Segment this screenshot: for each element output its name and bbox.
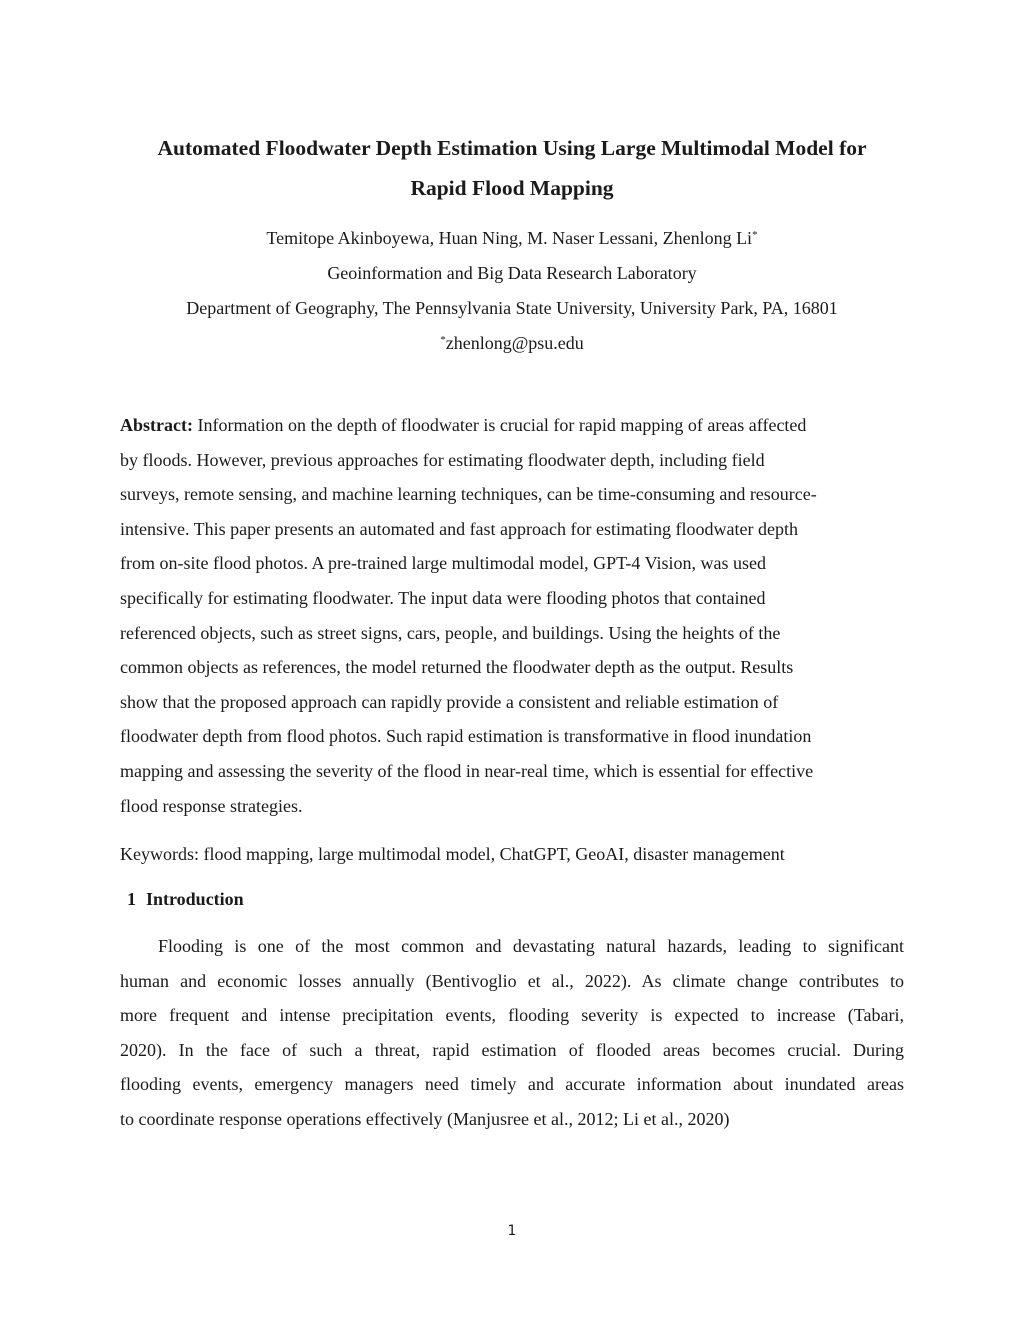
email-address: zhenlong@psu.edu xyxy=(445,333,584,353)
author-names: Temitope Akinboyewa, Huan Ning, M. Naser Lessani, Zhenlong Li xyxy=(266,228,753,248)
abstract-first-line-text: Information on the depth of floodwater is crucial for rapid mapping of areas affected xyxy=(192,415,807,435)
author-list xyxy=(60,226,964,250)
page-number: 1 xyxy=(507,1223,517,1239)
intro-line: to coordinate response operations effectively (Manjusree et al., 2012; Li et al., 2020) xyxy=(120,1108,730,1129)
abstract-line: from on-site flood photos. A pre-trained large multimodal model, GPT-4 Vision, was used xyxy=(120,553,767,574)
abstract-line: show that the proposed approach can rapidly provide a consistent and reliable estimation of xyxy=(120,691,779,712)
abstract-line xyxy=(120,408,910,443)
abstract-line: flood response strategies. xyxy=(120,795,303,816)
abstract-line: mapping and assessing the severity of the flood in near-real time, which is essential for effective xyxy=(120,760,814,781)
abstract-line: surveys, remote sensing, and machine learning techniques, can be time-consuming and resource- xyxy=(120,484,817,505)
section-title: Introduction xyxy=(146,889,244,909)
email-mark: * xyxy=(440,334,446,346)
keywords: Keywords: flood mapping, large multimodal model, ChatGPT, GeoAI, disaster management xyxy=(120,844,785,864)
intro-line: more frequent and intense precipitation events, flooding severity is expected to increase (Tabari, xyxy=(120,1005,904,1026)
abstract-line: intensive. This paper presents an automated and fast approach for estimating floodwater depth xyxy=(120,518,798,539)
section-heading-introduction xyxy=(127,887,244,911)
abstract-line: referenced objects, such as street signs, cars, people, and buildings. Using the heights of the xyxy=(120,622,781,643)
abstract xyxy=(120,408,910,823)
introduction-paragraph xyxy=(120,929,904,1137)
abstract-line: common objects as references, the model returned the floodwater depth as the output. Results xyxy=(120,657,794,678)
abstract-line: specifically for estimating floodwater. The input data were flooding photos that contained xyxy=(120,587,766,608)
abstract-line: floodwater depth from flood photos. Such rapid estimation is transformative in flood inundation xyxy=(120,726,812,747)
intro-line: flooding events, emergency managers need timely and accurate information about inundated areas xyxy=(120,1074,904,1095)
affiliation-lab: Geoinformation and Big Data Research Laboratory xyxy=(327,263,697,283)
title-line-2: Rapid Flood Mapping xyxy=(410,176,614,200)
section-number: 1 xyxy=(127,889,136,909)
title-line-1: Automated Floodwater Depth Estimation Using Large Multimodal Model for xyxy=(157,136,867,160)
intro-line: Flooding is one of the most common and devastating natural hazards, leading to significant xyxy=(158,936,904,956)
abstract-line: by floods. However, previous approaches for estimating floodwater depth, including field xyxy=(120,449,765,470)
paper-title xyxy=(80,128,944,208)
affiliation-department: Department of Geography, The Pennsylvania State University, University Park, PA, 16801 xyxy=(186,298,838,318)
abstract-label: Abstract: xyxy=(120,415,193,435)
intro-line: 2020). In the face of such a threat, rapid estimation of flooded areas becomes crucial. During xyxy=(120,1039,904,1060)
contact-email xyxy=(60,331,964,355)
corresponding-author-mark: * xyxy=(752,229,758,241)
intro-line: human and economic losses annually (Bentivoglio et al., 2022). As climate change contributes to xyxy=(120,970,904,991)
